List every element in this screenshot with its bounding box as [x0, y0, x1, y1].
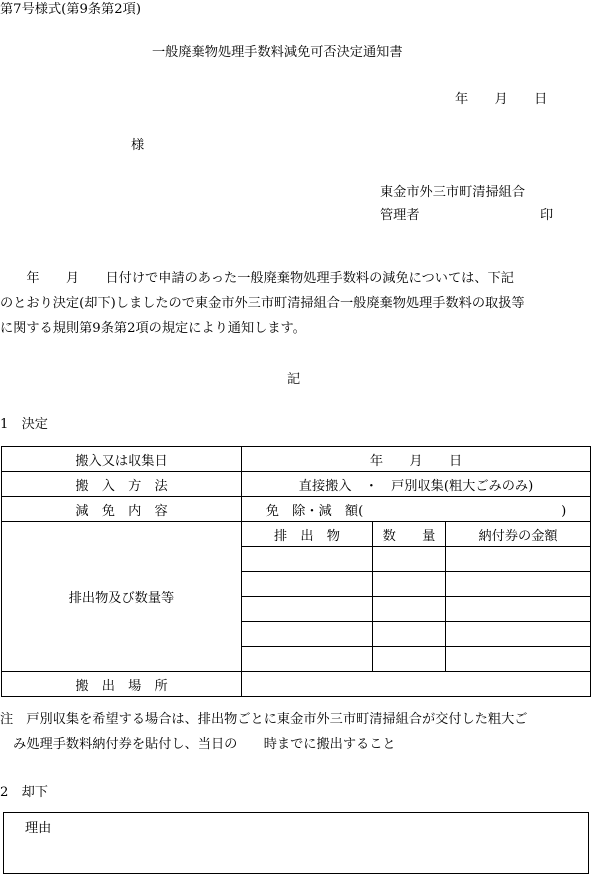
waste-label: 排出物及び数量等 — [2, 522, 242, 672]
body-line: に関する規則第9条第2項の規定により通知します。 — [0, 321, 306, 336]
table-row — [2, 472, 591, 497]
waste-cell — [446, 647, 591, 672]
waste-header-item: 排 出 物 — [242, 522, 373, 547]
waste-cell — [373, 622, 446, 647]
waste-cell — [242, 647, 373, 672]
ki-label: 記 — [287, 372, 301, 387]
method-value: 直接搬入 ・ 戸別収集(粗大ごみのみ) — [242, 472, 591, 497]
body-line: のとおり決定(却下)しましたので東金市外三市町清掃組合一般廃棄物処理手数料の取扱等 — [0, 296, 525, 311]
waste-cell — [446, 622, 591, 647]
waste-cell — [373, 572, 446, 597]
issuer-role: 管理者 — [380, 208, 420, 223]
document-title: 一般廃棄物処理手数料減免可否決定通知書 — [152, 45, 403, 60]
waste-cell — [242, 572, 373, 597]
reason-box — [3, 812, 589, 874]
note-line: 注 戸別収集を希望する場合は、排出物ごとに東金市外三市町清掃組合が交付した粗大ご — [0, 712, 528, 727]
section2-heading: 2 却下 — [0, 785, 48, 800]
issuer-organization: 東金市外三市町清掃組合 — [380, 185, 526, 200]
location-value — [242, 672, 591, 697]
waste-cell — [446, 572, 591, 597]
collection-date-value: 年 月 日 — [242, 447, 591, 472]
table-row — [2, 672, 591, 697]
section1-heading: 1 決定 — [0, 417, 48, 432]
waste-cell — [373, 597, 446, 622]
waste-cell — [446, 547, 591, 572]
table-row — [2, 447, 591, 472]
table-row — [2, 522, 591, 547]
waste-cell — [242, 547, 373, 572]
body-line: 年 月 日付けで申請のあった一般廃棄物処理手数料の減免については、下記 — [0, 271, 514, 286]
waste-cell — [373, 647, 446, 672]
table-row — [2, 497, 591, 522]
reduction-value: 免 除・減 額( ) — [242, 497, 591, 522]
note-line: み処理手数料納付券を貼付し、当日の 時までに搬出すること — [0, 737, 396, 752]
location-label: 搬 出 場 所 — [2, 672, 242, 697]
notice-body — [0, 266, 591, 341]
waste-header-amount: 納付券の金額 — [446, 522, 591, 547]
waste-header-quantity: 数 量 — [373, 522, 446, 547]
collection-date-label: 搬入又は収集日 — [2, 447, 242, 472]
addressee-suffix: 様 — [131, 138, 145, 153]
seal-mark: 印 — [540, 208, 554, 223]
method-label: 搬 入 方 法 — [2, 472, 242, 497]
date-line: 年 月 日 — [455, 92, 548, 107]
reduction-label: 減 免 内 容 — [2, 497, 242, 522]
decision-table — [1, 446, 591, 697]
note — [0, 707, 591, 757]
form-number: 第7号様式(第9条第2項) — [0, 2, 141, 17]
waste-cell — [446, 597, 591, 622]
waste-cell — [242, 622, 373, 647]
reason-label: 理由 — [25, 821, 52, 836]
waste-cell — [373, 547, 446, 572]
waste-cell — [242, 597, 373, 622]
